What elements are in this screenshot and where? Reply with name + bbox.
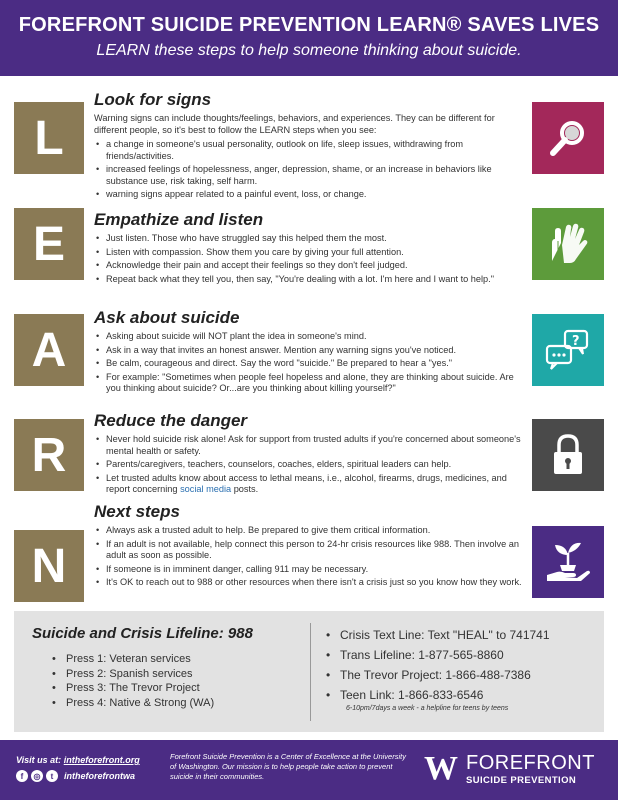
bullet-list xyxy=(94,525,524,589)
social-media-link[interactable]: social media xyxy=(180,484,232,494)
twitter-icon[interactable]: t xyxy=(46,770,58,782)
step-reduce xyxy=(14,411,604,506)
list-item: • If an adult is not available, help connect this person to 24-hr crisis resources like 988. Then involve an adult as soon as possible. xyxy=(94,539,524,562)
list-item: • Be calm, courageous and direct. Say the word "suicide." Be prepared to hear a "yes." xyxy=(94,358,524,370)
footer-banner xyxy=(0,740,618,800)
step-intro: Warning signs can include thoughts/feelings, behaviors, and experiences. They can be different for different people, so it's best to follow the LEARN steps when you see: xyxy=(94,113,495,135)
mission-blurb: Forefront Suicide Prevention is a Center of Excellence at the University of Washington. Our mission is to help people take action to prevent suicide in their communities. xyxy=(170,752,406,781)
speech-bubbles-icon xyxy=(532,314,604,386)
divider xyxy=(310,623,311,721)
step-empathize-body xyxy=(94,210,524,287)
list-item: • Trans Lifeline: 1-877-565-8860 xyxy=(326,645,596,665)
list-item: • Acknowledge their pain and accept their feelings so they don't feel judged. xyxy=(94,260,524,272)
logo-name: FOREFRONT xyxy=(466,751,595,774)
list-item: • Just listen. Those who have struggled say this helped them the most. xyxy=(94,233,524,245)
press-options-list xyxy=(52,652,302,710)
magnifying-glass-icon xyxy=(532,102,604,174)
svg-text:?: ? xyxy=(572,334,580,349)
list-item: • Never hold suicide risk alone! Ask for support from trusted adults if you're concerned about someone's mental health or safety. xyxy=(94,434,524,457)
step-ask-body xyxy=(94,308,524,397)
crisis-lifeline-box xyxy=(14,611,604,732)
step-heading: Look for signs xyxy=(94,90,212,109)
website-link[interactable]: intheforefront.org xyxy=(63,755,140,765)
step-empathize xyxy=(14,206,604,306)
list-item: • Ask in a way that invites an honest answer. Mention any warning signs you've noticed. xyxy=(94,345,524,357)
list-item: • Press 2: Spanish services xyxy=(52,667,302,682)
bullet-list xyxy=(94,139,524,201)
visit-label: Visit us at: xyxy=(16,755,62,765)
list-item: • increased feelings of hopelessness, anger, depression, shame, or an increase in behaviors like substance use, risk taking, self harm. xyxy=(94,164,524,187)
hands-icon xyxy=(532,208,604,280)
hand-plant-icon xyxy=(532,526,604,598)
page-subtitle: LEARN these steps to help someone thinking about suicide. xyxy=(96,42,522,59)
step-next xyxy=(14,502,604,606)
step-heading: Ask about suicide xyxy=(94,308,240,327)
list-item: • Press 1: Veteran services xyxy=(52,652,302,667)
list-item: • a change in someone's usual personality, outlook on life, sleep issues, withdrawing from friends/activities. xyxy=(94,139,524,162)
social-handle: intheforefrontwa xyxy=(64,771,135,781)
list-item: • Crisis Text Line: Text "HEAL" to 741741 xyxy=(326,625,596,645)
letter-e: E xyxy=(14,208,84,280)
list-item: • For example: "Sometimes when people feel hopeless and alone, they are thinking about suicide. Are you thinking about suicide? Or...are you thinking about killing yourself?" xyxy=(94,372,524,395)
list-item: • Asking about suicide will NOT plant the idea in someone's mind. xyxy=(94,331,524,343)
letter-n: N xyxy=(14,530,84,602)
list-item: • It's OK to reach out to 988 or other resources when there isn't a crisis just so you know how they work. xyxy=(94,577,524,589)
other-resources-section xyxy=(326,625,596,712)
step-heading: Empathize and listen xyxy=(94,210,264,229)
list-item: • Repeat back what they tell you, then say, "You're dealing with a lot. I'm here and I want to help." xyxy=(94,274,524,286)
lifeline-heading: Suicide and Crisis Lifeline: 988 xyxy=(32,625,253,642)
list-item: • Teen Link: 1-866-833-6546 xyxy=(326,685,596,705)
resources-list xyxy=(326,625,596,705)
facebook-icon[interactable]: f xyxy=(16,770,28,782)
lifeline-988-section xyxy=(32,625,302,710)
logo-wordmark xyxy=(466,753,595,786)
list-item: • Press 3: The Trevor Project xyxy=(52,681,302,696)
social-links xyxy=(16,770,135,782)
uw-logo-mark: W xyxy=(424,750,458,787)
step-look-body xyxy=(94,90,524,203)
list-item: • If someone is in imminent danger, calling 911 may be necessary. xyxy=(94,564,524,576)
page-title: FOREFRONT SUICIDE PREVENTION LEARN® SAVES LIVES xyxy=(18,14,600,36)
list-item: • Let trusted adults know about access to lethal means, i.e., alcohol, firearms, drugs, medicines, and report concerning social media posts. xyxy=(94,473,524,496)
list-item: • Parents/caregivers, teachers, counselors, coaches, elders, spiritual leaders can help. xyxy=(94,459,524,471)
bullet-list xyxy=(94,434,524,496)
instagram-icon[interactable]: ◎ xyxy=(31,770,43,782)
forefront-logo xyxy=(424,752,595,786)
step-ask xyxy=(14,306,604,411)
visit-line xyxy=(16,755,140,765)
list-item: • Press 4: Native & Strong (WA) xyxy=(52,696,302,711)
step-look xyxy=(14,90,604,206)
step-heading: Reduce the danger xyxy=(94,411,248,430)
list-item: • Listen with compassion. Show them you care by giving your full attention. xyxy=(94,247,524,259)
step-reduce-body xyxy=(94,411,524,498)
letter-l: L xyxy=(14,102,84,174)
step-next-body xyxy=(94,502,524,591)
teen-link-note: 6-10pm/7days a week - a helpline for teens by teens xyxy=(346,705,509,712)
letter-a: A xyxy=(14,314,84,386)
logo-subtitle: SUICIDE PREVENTION xyxy=(466,774,577,786)
list-item: • warning signs appear related to a painful event, loss, or change. xyxy=(94,189,524,201)
bullet-list xyxy=(94,233,524,285)
header-banner xyxy=(0,0,618,76)
list-item: • The Trevor Project: 1-866-488-7386 xyxy=(326,665,596,685)
list-item: • Always ask a trusted adult to help. Be prepared to give them critical information. xyxy=(94,525,524,537)
padlock-icon xyxy=(532,419,604,491)
step-heading: Next steps xyxy=(94,502,180,521)
bullet-list xyxy=(94,331,524,395)
letter-r: R xyxy=(14,419,84,491)
